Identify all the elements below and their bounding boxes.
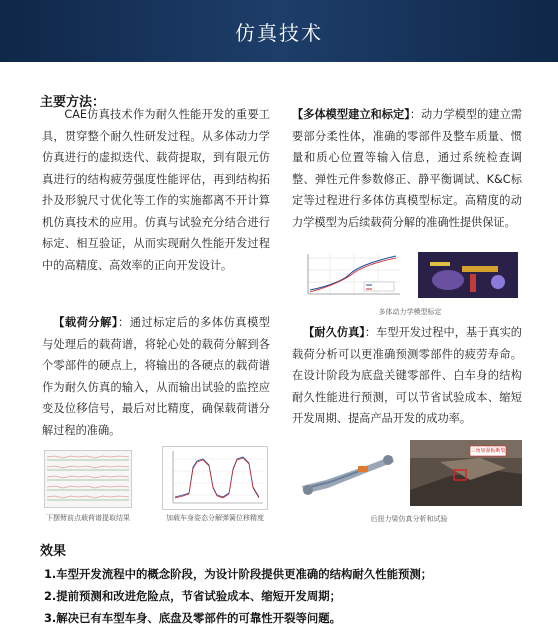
effect-item-3: 3.解决已有车型车身、底盘及零部件的可靠性开裂等问题。 bbox=[44, 611, 342, 625]
torsion-beam-graphic bbox=[296, 440, 398, 506]
load-spectrum-graphic bbox=[45, 451, 131, 507]
effect-item-1: 1.车型开发流程中的概念阶段，为设计阶段提供更准确的结构耐久性能预测； bbox=[44, 567, 433, 581]
durability-tag: 【耐久仿真】 bbox=[303, 326, 365, 339]
spring-displacement-chart bbox=[162, 446, 268, 510]
mbd-tag: 【多体模型建立和标定】 bbox=[292, 108, 410, 121]
fracture-inset-label: 三角加强板断裂 bbox=[470, 448, 506, 454]
methods-heading: 主要方法： bbox=[40, 95, 106, 110]
load-decomposition-text: ：通过标定后的多体仿真模型与处理后的载荷谱，将轮心处的载荷分解到各个零部件的硬点上，将输出的各硬点的载荷谱作为耐久仿真的输入，从而输出试验的监控应变及位移信号，最后对比精度，确保载荷谱分解过程的准确。 bbox=[42, 316, 270, 437]
suspension-model-graphic bbox=[418, 252, 518, 298]
load-decomposition-paragraph bbox=[42, 312, 270, 441]
durability-text: ：车型开发过程中，基于真实的载荷分析可以更准确预测零部件的疲劳寿命。在设计阶段为底盘关键零部件、白车身的结构耐久性能进行预测，可以节省试验成本、缩短开发周期、提高产品开发的成功率。 bbox=[292, 326, 522, 425]
durability-paragraph bbox=[292, 322, 522, 430]
load-spectrum-caption: 下摆臂前点载荷谱提取结果 bbox=[46, 514, 130, 522]
load-decomposition-tag: 【载荷分解】 bbox=[53, 316, 118, 329]
load-spectrum-chart bbox=[44, 450, 132, 508]
spring-displacement-graphic bbox=[163, 447, 267, 509]
calibration-caption: 多体动力学模型标定 bbox=[378, 308, 442, 316]
calibration-curve-chart bbox=[300, 250, 404, 298]
suspension-model-image bbox=[418, 252, 518, 298]
intro-paragraph bbox=[42, 104, 270, 276]
effects-heading: 效果 bbox=[40, 544, 67, 559]
torsion-beam-model-image bbox=[296, 440, 398, 506]
calibration-curve-graphic bbox=[300, 250, 404, 298]
mbd-paragraph bbox=[292, 104, 522, 233]
torsion-beam-caption: 后扭力梁仿真分析和试验 bbox=[370, 515, 448, 523]
spring-displacement-caption: 加载车身姿态分解弹簧位移精度 bbox=[166, 514, 264, 522]
mbd-text: ：动力学模型的建立需要部分柔性体，准确的零部件及整车质量、惯量和质心位置等输入信息，通过系统检查调整、弹性元件参数修正、静平衡调试、K&C标定等过程进行多体仿真模型标定。高精度的动力学模型为后续载荷分解的准确性提供保证。 bbox=[292, 108, 522, 229]
page-header bbox=[0, 0, 558, 62]
intro-text: CAE仿真技术作为耐久性能开发的重要工具，贯穿整个耐久性研发过程。从多体动力学仿真进行的虚拟迭代、载荷提取，到有限元仿真进行的结构疲劳强度性能评估，再到结构拓扑及形貌尺寸优化等工作的实施都离不开计算机仿真技术的应用。仿真与试验充分结合进行标定、相互验证，从而实现耐久性能开发过程中的高精度、高效率的正向开发设计。 bbox=[42, 108, 270, 272]
page-title: 仿真技术 bbox=[235, 20, 323, 45]
effect-item-2: 2.提前预测和改进危险点，节省试验成本、缩短开发周期； bbox=[44, 589, 342, 603]
fracture-test-photo bbox=[410, 440, 522, 506]
